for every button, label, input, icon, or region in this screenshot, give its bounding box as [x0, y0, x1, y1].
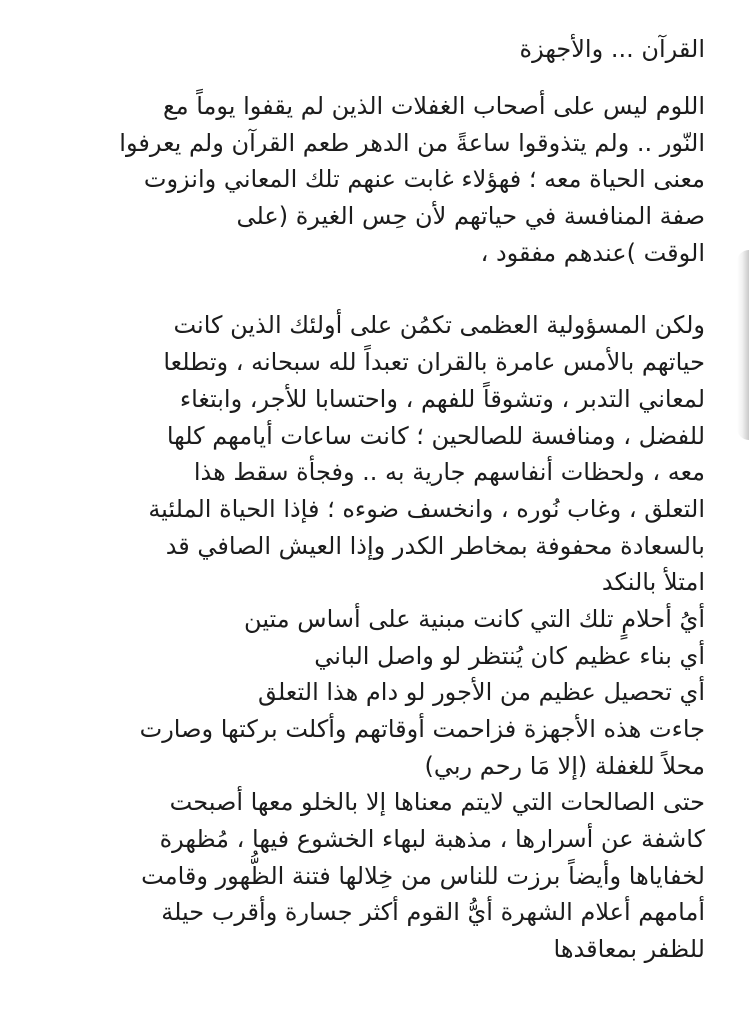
paragraph-1-line: صفة المنافسة في حياتهم لأن حِس الغيرة (على: [236, 202, 705, 231]
paragraph-2-line: محلاً للغفلة (إلا مَا رحم ربي): [424, 751, 705, 780]
paragraph-1-line: النّور .. ولم يتذوقوا ساعةً من الدهر طعم القرآن ولم يعرفوا: [119, 128, 705, 157]
paragraph-2-line: امتلأ بالنكد: [601, 568, 705, 597]
paragraph-2-line: أيُ أحلامٍ تلك التي كانت مبنية على أساس متين: [244, 604, 705, 633]
spacer: [45, 74, 705, 88]
paragraph-2-line: للظفر بمعاقدها: [553, 935, 705, 964]
paragraph-2-line: معه ، ولحظات أنفاسهم جارية به .. وفجأة سقط هذا: [193, 458, 705, 487]
paragraph-1-line: معنى الحياة معه ؛ فهؤلاء غابت عنهم تلك المعاني وانزوت: [143, 165, 705, 194]
paragraph-1-line: اللوم ليس على أصحاب الغفلات الذين لم يقفوا يوماً مع: [162, 92, 705, 120]
paragraph-2-line: كاشفة عن أسرارها ، مذهبة لبهاء الخشوع فيها ، مُظهرة: [159, 825, 705, 854]
paragraph-2-line: لخفاياها وأيضاً برزت للناس من خِلالها فتنة الظُّهور وقامت: [141, 861, 705, 890]
document-body: [45, 24, 705, 968]
paragraph-2: [45, 307, 705, 967]
paragraph-2-line: حياتهم بالأمس عامرة بالقران تعبداً لله سبحانه ، وتطلعا: [163, 348, 705, 377]
paragraph-2-line: لمعاني التدبر ، وتشوقاً للفهم ، واحتسابا للأجر، وابتغاء: [179, 384, 705, 413]
document-title: القرآن ... والأجهزة: [519, 35, 705, 63]
paragraph-1: [45, 88, 705, 271]
paragraph-2-line: أمامهم أعلام الشهرة أيُّ القوم أكثر جسارة وأقرب حيلة: [161, 898, 705, 927]
paragraph-2-line: للفضل ، ومنافسة للصالحين ؛ كانت ساعات أيامهم كلها: [166, 421, 705, 450]
paragraph-2-line: حتى الصالحات التي لايتم معناها إلا بالخلو معها أصبحت: [169, 788, 705, 817]
paragraph-2-line: أي بناء عظيم كان يُنتظر لو واصل الباني: [314, 641, 705, 670]
paragraph-2-line: ولكن المسؤولية العظمى تكمُن على أولئك الذين كانت: [173, 311, 705, 340]
scroll-edge[interactable]: [737, 250, 749, 440]
paragraph-2-line: بالسعادة محفوفة بمخاطر الكدر وإذا العيش الصافي قد: [165, 531, 705, 560]
paragraph-2-line: جاءت هذه الأجهزة فزاحمت أوقاتهم وأكلت بركتها وصارت: [139, 715, 705, 743]
paragraph-2-line: التعلق ، وغاب نُوره ، وانخسف ضوءه ؛ فإذا الحياة الملئية: [148, 494, 705, 523]
paragraph-2-line: أي تحصيل عظيم من الأجور لو دام هذا التعلق: [257, 678, 705, 707]
paragraph-1-line: الوقت )عندهم مفقود ،: [480, 238, 705, 267]
spacer: [45, 271, 705, 307]
